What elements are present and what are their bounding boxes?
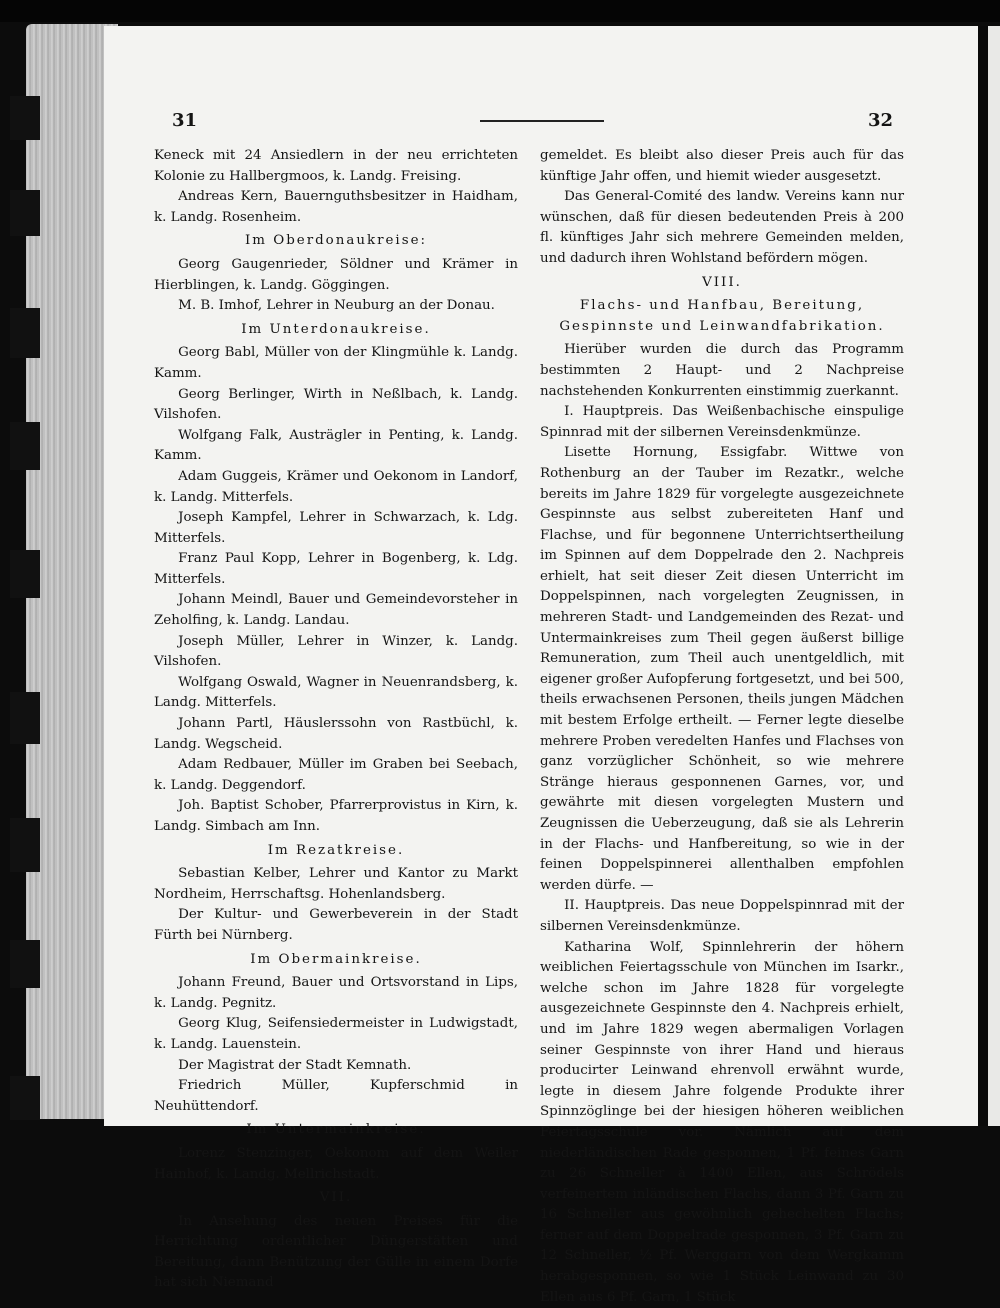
header-rule: [480, 120, 604, 122]
scan-frame-top: [0, 0, 1000, 22]
right-text-column: [540, 146, 904, 1308]
left-paragraph: Joh. Baptist Schober, Pfarrerprovistus in Kirn, k. Landg. Simbach am Inn.: [154, 798, 518, 834]
left-section-heading: Im Untermainkreise.: [246, 1122, 426, 1138]
left-paragraph: Georg Berlinger, Wirth in Neßlbach, k. Landg. Vilshofen.: [154, 386, 518, 423]
left-paragraph: Sebastian Kelber, Lehrer und Kantor zu Markt Nordheim, Herrschaftsg. Hohenlandsberg.: [154, 866, 518, 902]
left-section-heading: Im Rezatkreise.: [267, 842, 405, 858]
left-paragraph: Georg Gaugenrieder, Söldner und Krämer in Hierblingen, k. Landg. Göggingen.: [154, 256, 518, 293]
left-paragraph: Der Kultur- und Gewerbeverein in der Stadt Fürth bei Nürnberg.: [154, 907, 518, 943]
right-paragraph: Das General-Comité des landw. Vereins kann nur wünschen, daß für diesen bedeutenden Preis à 200 fl. künftiges Jahr sich mehrere Gemeinden melden, und dadurch ihren Wohlstand befördern mögen.: [540, 189, 904, 266]
right-paragraph: Lisette Hornung, Essigfabr. Wittwe von Rothenburg an der Tauber im Rezatkr., welche bereits im Jahre 1829 für vorgelegte ausgezeichnete Gespinnste aus selbst zubereiteten Hanf und Flachse, und für begonnene Unterrichtsertheilung im Spinnen auf dem Doppelrade den 2. Nachpreis erhielt, hat seit dieser Zeit diesen Unterricht im Doppelspinnen, nach vorgelegten Zeugnissen, in mehreren Stadt- und Landgemeinden des Rezat- und Untermainkreises zum Theil gegen äußerst billige Remuneration, zum Theil auch unentgeldlich, mit eigener großer Aufopferung fortgesetzt, und bei 500, theils erwachsenen Personen, theils jungen Mädchen mit bestem Erfolge ertheilt. — Ferner legte dieselbe mehrere Proben veredelten Hanfes und Flachses von ganz vorzüglicher Schönheit, so wie mehrere Stränge hieraus gesponnenen Garnes, vor, und gewährte mit diesen vorgelegten Mustern und Zeugnissen die Ueberzeugung, daß sie als Lehrerin in der Flachs- und Hanfbereitung, so wie in der feinen Doppelspinnerei allenthalben empfohlen werden dürfe. —: [540, 445, 904, 893]
binding-clip: [10, 940, 40, 988]
page-number-left: 31: [172, 110, 198, 131]
right-section-heading: VIII.: [702, 274, 742, 290]
left-paragraph: Adam Redbauer, Müller im Graben bei Seebach, k. Landg. Deggendorf.: [154, 757, 518, 793]
left-continued-paragraph: Keneck mit 24 Ansiedlern in der neu errichteten Kolonie zu Hallbergmoos, k. Landg. Freising.: [154, 148, 518, 184]
right-continued-paragraph: gemeldet. Es bleibt also dieser Preis auch für das künftige Jahr offen, und hiemit wieder ausgesetzt.: [540, 148, 904, 184]
binding-clip: [10, 190, 40, 236]
left-paragraph: Johann Partl, Häuslerssohn von Rastbüchl, k. Landg. Wegscheid.: [154, 716, 518, 752]
right-paragraph: I. Hauptpreis. Das Weißenbachische einspulige Spinnrad mit der silbernen Vereinsdenkmünze.: [540, 404, 904, 440]
left-section-heading: Im Unterdonaukreise.: [241, 321, 431, 337]
left-paragraph: Friedrich Müller, Kupferschmid in Neuhüttendorf.: [154, 1078, 518, 1114]
left-paragraph: Johann Freund, Bauer und Ortsvorstand in Lips, k. Landg. Pegnitz.: [154, 975, 518, 1011]
left-text-column: [154, 146, 518, 1294]
left-paragraph: Franz Paul Kopp, Lehrer in Bogenberg, k. Ldg. Mitterfels.: [154, 551, 518, 587]
binding-clip: [10, 818, 40, 872]
left-paragraph: Wolfgang Falk, Austrägler in Penting, k. Landg. Kamm.: [154, 427, 518, 464]
binding-clip: [10, 550, 40, 598]
binding-clip: [10, 692, 40, 744]
right-section-heading: Flachs- und Hanfbau, Bereitung, Gespinnste und Leinwandfabrikation.: [559, 298, 885, 334]
binding-clip: [10, 96, 40, 140]
left-section-heading: Im Obermainkreise.: [250, 951, 422, 967]
left-paragraph: Adam Guggeis, Krämer und Oekonom in Landorf, k. Landg. Mitterfels.: [154, 468, 518, 505]
book-page: [104, 26, 978, 1305]
left-paragraph: Andreas Kern, Bauernguthsbesitzer in Haidham, k. Landg. Rosenheim.: [154, 189, 518, 225]
right-paragraph: II. Hauptpreis. Das neue Doppelspinnrad mit der silbernen Vereinsdenkmünze.: [540, 898, 904, 934]
binding-clip: [10, 308, 40, 358]
binding-clip: [10, 422, 40, 470]
left-paragraph: Johann Meindl, Bauer und Gemeindevorsteher in Zeholfing, k. Landg. Landau.: [154, 592, 518, 629]
left-paragraph: Wolfgang Oswald, Wagner in Neuenrandsberg, k. Landg. Mitterfels.: [154, 674, 518, 711]
binding-clip: [10, 1076, 40, 1120]
left-paragraph: Georg Klug, Seifensiedermeister in Ludwigstadt, k. Landg. Lauenstein.: [154, 1016, 518, 1052]
left-paragraph: Joseph Müller, Lehrer in Winzer, k. Landg. Vilshofen.: [154, 633, 518, 670]
left-section-heading: VII.: [319, 1190, 353, 1206]
left-paragraph: Joseph Kampfel, Lehrer in Schwarzach, k. Ldg. Mitterfels.: [154, 510, 518, 546]
page-number-right: 32: [868, 110, 894, 131]
left-paragraph: Der Magistrat der Stadt Kemnath.: [178, 1057, 412, 1073]
left-paragraph: In Ansehung des neuen Preises für die Herrichtung ordentlicher Düngerstätten und Bereitung, dann Benützung der Gülle in einem Dorfe hat sich Niemand: [154, 1213, 518, 1291]
left-paragraph: Georg Babl, Müller von der Klingmühle k. Landg. Kamm.: [154, 345, 518, 381]
left-section-heading: Im Oberdonaukreise:: [244, 233, 427, 249]
next-page-sliver: [988, 26, 1000, 1126]
left-paragraph: M. B. Imhof, Lehrer in Neuburg an der Donau.: [178, 298, 495, 314]
right-paragraph: Katharina Wolf, Spinnlehrerin der höhern weiblichen Feiertagsschule von München im Isarkr., welche schon im Jahre 1828 für vorgelegte ausgezeichnete Gespinnste den 4. Nachpreis erhielt, und im Jahre 1829 wegen abermaligen Vorlagen seiner Gespinnste von ihrer Hand und hieraus producirter Leinwand ehrenvoll erwähnt wurde, legte in diesem Jahre folgende Produkte ihrer Spinnzöglinge bei der hiesigen höheren weiblichen Feiertagsschule vor. Nämlich auf dem niederländischen Rade gesponnen, 1 Pf. feines Garn zu 26 Schneller à 1400 Ellen, aus Schrödels verfeinertem inländischen Flachs, dann 3 Pf. Garn zu 16 Schneller aus gewöhnlich gehechelten Flachs; ferner auf dem Doppelrade gesponnen, 3 Pf. Garn zu 12 Schneller, ½ Pf. Werggarn von dem Wergkamm herabgesponnen, so wie 1 Stück Leinwand zu 30 Ellen aus 6 Pf. Garn, 1 Stück: [540, 939, 904, 1305]
right-paragraph: Hierüber wurden die durch das Programm bestimmten 2 Haupt- und 2 Nachpreise nachstehenden Konkurrenten einstimmig zuerkannt.: [540, 342, 904, 399]
left-paragraph: Lorenz Stenzinger, Oekonom auf dem Weiler Hainhof, k. Landg. Mellrichstadt.: [154, 1145, 518, 1182]
